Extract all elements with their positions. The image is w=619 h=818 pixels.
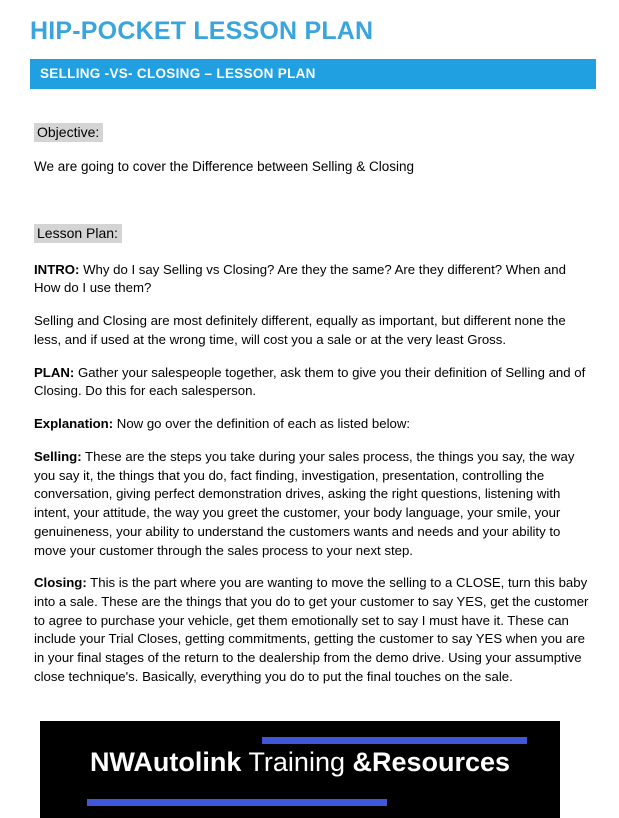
paragraph-body: Gather your salespeople together, ask them to give you their definition of Selling and of Closing. Do this for each salesperson.	[34, 364, 586, 399]
paragraph-lead: INTRO:	[34, 261, 80, 277]
brand-training: Training	[241, 747, 353, 777]
paragraph-lead: Explanation:	[34, 416, 114, 432]
brand-bar-top	[262, 737, 527, 744]
brand-resources: &Resources	[352, 747, 511, 777]
lesson-banner: SELLING -VS- CLOSING – LESSON PLAN	[30, 59, 596, 89]
paragraph-body: This is the part where you are wanting to move the selling to a CLOSE, turn this baby into a sale. These are the things that you do to get your customer to say YES, get the customer to agree to purchase your vehicle, get them emotionally set to say I must have it. These can include your Trial Closes, getting commitments, getting the customer to say YES when you are in your final stages of the return to the dealership from the demo drive. Using your assumptive close technique's. Basically, everything you do to put the final touches on the sale.	[34, 575, 589, 684]
paragraph-intro	[34, 261, 589, 298]
brand-wordmark	[40, 749, 560, 776]
brand-name: NWAutolink	[89, 747, 242, 777]
paragraph-body: These are the steps you take during your sales process, the things you say, the way you say it, the things that you do, fact finding, investigation, presentation, controlling the conversation, giving perfect demonstration drives, asking the right questions, listening with intent, your attitude, the way you greet the customer, your body language, your smile, your genuineness, your ability to understand the customers wants and needs and your ability to move your customer through the sales process to your next step.	[34, 448, 575, 558]
paragraph-plan	[34, 364, 589, 401]
objective-text: We are going to cover the Difference between Selling & Closing	[34, 158, 414, 174]
paragraph-lead: Closing:	[34, 575, 87, 591]
paragraph-lead: Selling:	[34, 448, 82, 464]
paragraph-selling	[34, 448, 589, 560]
paragraph-difference	[34, 312, 589, 349]
paragraph-body: Why do I say Selling vs Closing? Are they the same? Are they different? When and How do I use them?	[34, 261, 566, 296]
document-page	[0, 18, 619, 818]
footer-brand-image	[40, 721, 560, 818]
lesson-plan-section	[24, 224, 595, 243]
page-title: HIP-POCKET LESSON PLAN	[30, 17, 374, 45]
paragraph-explanation	[34, 415, 589, 434]
objective-section	[24, 123, 595, 142]
lesson-plan-heading: Lesson Plan:	[34, 224, 122, 243]
paragraph-closing	[34, 574, 589, 686]
paragraph-body: Selling and Closing are most definitely different, equally as important, but different none the less, and if used at the wrong time, will cost you a sale or at the very least Gross.	[34, 313, 566, 347]
objective-heading: Objective:	[34, 123, 103, 142]
paragraph-body: Now go over the definition of each as listed below:	[113, 416, 411, 432]
paragraph-lead: PLAN:	[34, 364, 75, 380]
brand-bar-bottom	[87, 799, 387, 806]
